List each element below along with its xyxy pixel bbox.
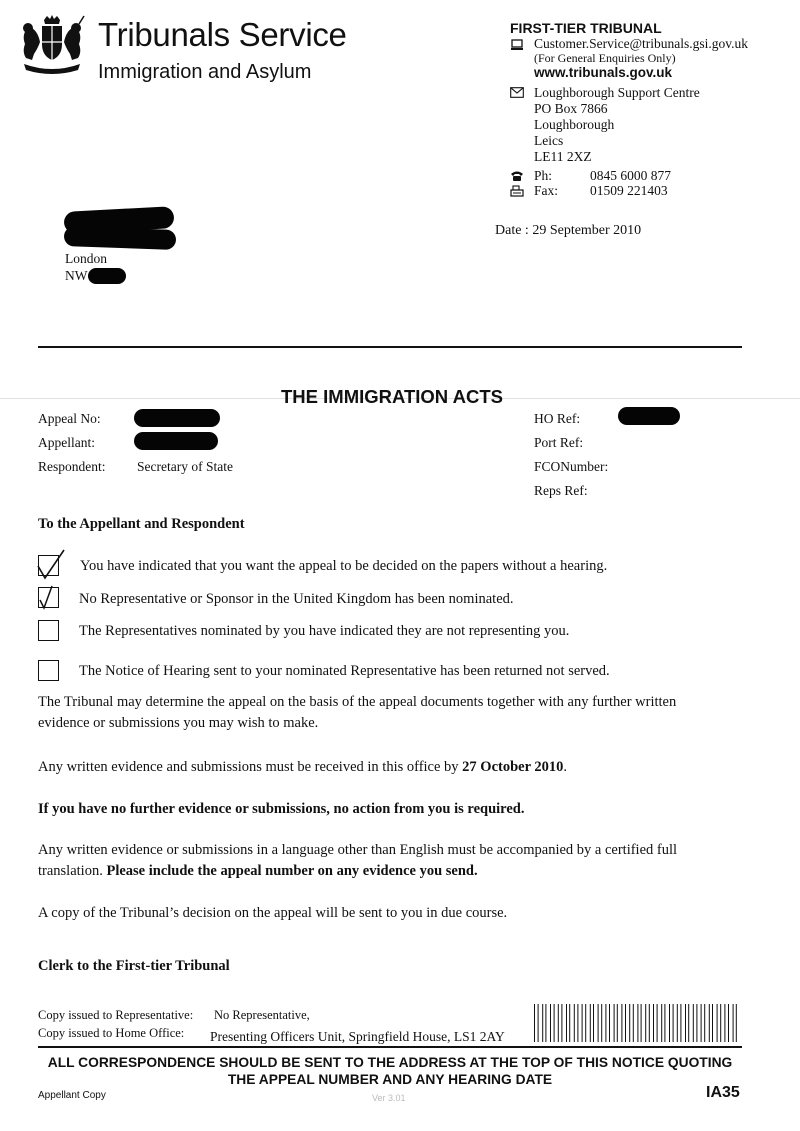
- phone-label: Ph:: [534, 168, 553, 183]
- correspondence-notice-line-1: ALL CORRESPONDENCE SHOULD BE SENT TO THE ADDRESS AT THE TOP OF THIS NOTICE QUOTING: [47, 1055, 733, 1070]
- copy-ho-value: Presenting Officers Unit, Springfield House, LS1 2AY: [210, 1029, 505, 1044]
- brand-title: Tribunals Service: [98, 16, 347, 53]
- redacted-postcode: [88, 268, 126, 284]
- correspondence-notice-line-2: THE APPEAL NUMBER AND ANY HEARING DATE: [227, 1072, 553, 1087]
- postal-address: [534, 85, 700, 165]
- email-note: (For General Enquiries Only): [534, 51, 676, 65]
- checkbox-label: You have indicated that you want the appeal to be decided on the papers without a hearing.: [80, 558, 608, 574]
- brand-subtitle: Immigration and Asylum: [98, 61, 312, 83]
- fco-number-label: FCONumber:: [534, 459, 609, 474]
- address-line: Loughborough Support Centre: [534, 85, 700, 100]
- address-line: Loughborough: [534, 117, 615, 132]
- computer-icon: [510, 39, 524, 51]
- ho-ref-label: HO Ref:: [534, 411, 581, 426]
- check-mark-icon: [34, 548, 74, 582]
- deadline-date: 27 October 2010: [462, 759, 564, 775]
- address-line: Leics: [534, 133, 564, 148]
- redacted-appeal-no: [134, 409, 220, 427]
- tribunal-name: FIRST-TIER TRIBUNAL: [510, 20, 662, 36]
- letter-date: Date : 29 September 2010: [495, 223, 642, 238]
- address-line: LE11 2XZ: [534, 149, 592, 164]
- checkbox-label: No Representative or Sponsor in the United Kingdom has been nominated.: [79, 591, 514, 607]
- appellant-label: Appellant:: [38, 435, 95, 450]
- check-mark-icon: [36, 582, 66, 612]
- salutation: To the Appellant and Respondent: [38, 516, 245, 532]
- checkbox-not-representing[interactable]: [38, 620, 59, 641]
- fax-label: Fax:: [534, 183, 559, 198]
- copy-type: Appellant Copy: [38, 1090, 106, 1101]
- translation-instruction: Please include the appeal number on any evidence you send.: [106, 863, 478, 879]
- address-line: PO Box 7866: [534, 101, 608, 116]
- paragraph-deadline: [38, 757, 718, 778]
- deadline-text: Any written evidence and submissions must be received in this office by: [38, 759, 463, 775]
- copy-ho-label: Copy issued to Home Office:: [38, 1026, 185, 1040]
- redacted-appellant: [134, 432, 218, 450]
- checkbox-label: The Representatives nominated by you have indicated they are not representing you.: [79, 623, 570, 639]
- fax-number[interactable]: 01509 221403: [590, 183, 668, 198]
- version: Ver 3.01: [372, 1093, 406, 1103]
- email-address[interactable]: Customer.Service@tribunals.gsi.gov.uk: [534, 36, 749, 51]
- fax-icon: [510, 185, 524, 197]
- redacted-address: [64, 226, 177, 250]
- reps-ref-label: Reps Ref:: [534, 483, 588, 498]
- royal-coat-of-arms-icon: [16, 14, 88, 76]
- recipient-city: London: [65, 251, 107, 266]
- barcode: [534, 1004, 738, 1042]
- respondent-label: Respondent:: [38, 459, 106, 474]
- copy-rep-value: No Representative,: [214, 1008, 310, 1022]
- phone-number[interactable]: 0845 6000 877: [590, 168, 671, 183]
- paragraph-translation: [38, 840, 718, 882]
- checkbox-notice-returned[interactable]: [38, 660, 59, 681]
- redacted-ho-ref: [618, 407, 680, 425]
- copy-rep-label: Copy issued to Representative:: [38, 1008, 194, 1022]
- section-title: THE IMMIGRATION ACTS: [281, 386, 503, 407]
- paragraph-no-action: If you have no further evidence or submissions, no action from you is required.: [38, 801, 525, 817]
- envelope-icon: [510, 87, 524, 98]
- form-code: IA35: [706, 1084, 740, 1101]
- header-divider: [38, 346, 742, 348]
- telephone-icon: [510, 170, 524, 182]
- signoff: Clerk to the First-tier Tribunal: [38, 958, 230, 974]
- footer-divider: [38, 1046, 742, 1048]
- translation-text: Any written evidence or submissions in a language other than English must be accompanied by a certified full translation.: [38, 842, 678, 879]
- port-ref-label: Port Ref:: [534, 435, 584, 450]
- deadline-suffix: .: [563, 759, 568, 775]
- respondent-value: Secretary of State: [137, 459, 233, 474]
- website-link[interactable]: www.tribunals.gov.uk: [534, 65, 673, 80]
- paragraph-determination: The Tribunal may determine the appeal on the basis of the appeal documents together with any further written evidence or submissions you may wish to make.: [38, 694, 677, 731]
- recipient-postcode: NW: [65, 268, 88, 283]
- paragraph-decision-copy: A copy of the Tribunal’s decision on the appeal will be sent to you in due course.: [38, 905, 508, 921]
- checkbox-label: The Notice of Hearing sent to your nominated Representative has been returned not served.: [79, 663, 610, 679]
- appeal-no-label: Appeal No:: [38, 411, 101, 426]
